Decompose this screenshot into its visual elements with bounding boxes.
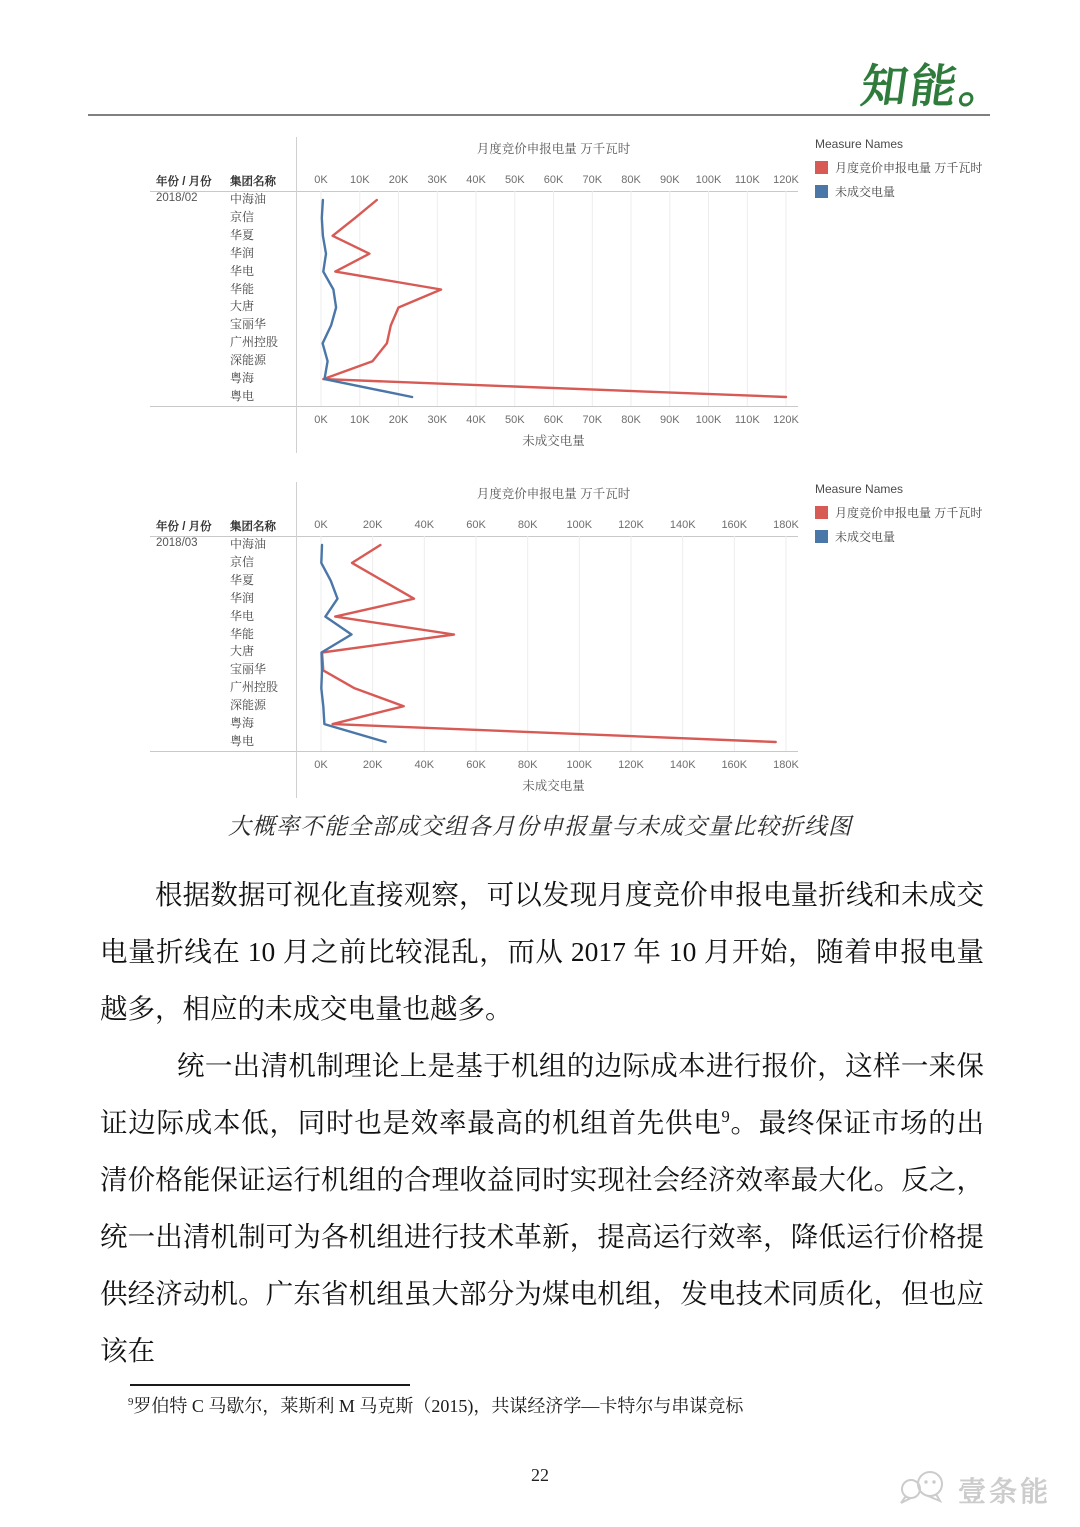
footer-brand xyxy=(896,1470,1051,1510)
bottom-tick-label: 100K xyxy=(566,759,593,771)
bottom-tick-label: 40K xyxy=(466,414,486,426)
line-chart-2018-02 xyxy=(150,133,1080,473)
category-label: 深能源 xyxy=(230,353,267,368)
bottom-axis-title: 未成交电量 xyxy=(522,434,585,448)
bottom-tick-label: 90K xyxy=(660,414,680,426)
bottom-tick-label: 120K xyxy=(773,414,799,426)
bottom-tick-label: 60K xyxy=(466,759,486,771)
paragraph-2-text-b: 。最终保证市场的出清价格能保证运行机组的合理收益同时实现社会经济效率最大化。反之，统一出清机制可为各机组进行技术革新，提高运行效率，降低运行价格提供经济动机。广东省机组虽大部分为煤电机组，发电技术同质化，但也应该在 xyxy=(100,1107,984,1366)
bottom-tick-label: 20K xyxy=(362,759,383,771)
category-label: 大唐 xyxy=(230,644,255,659)
bottom-tick-label: 120K xyxy=(618,759,644,771)
category-label: 粤海 xyxy=(230,371,255,386)
series-line-bid-volume xyxy=(323,200,786,397)
bottom-tick-label: 80K xyxy=(517,759,538,771)
top-tick-label: 30K xyxy=(427,174,448,186)
category-label: 华电 xyxy=(230,263,255,278)
paragraph-2 xyxy=(100,1037,984,1379)
top-tick-label: 70K xyxy=(582,174,603,186)
bottom-tick-label: 100K xyxy=(695,414,722,426)
category-label: 华夏 xyxy=(230,572,255,587)
column-headers xyxy=(150,518,296,532)
legend-swatch xyxy=(815,185,828,198)
legend-title: Measure Names xyxy=(815,137,904,151)
footnote-text: 罗伯特 C 马歇尔，莱斯利 M 马克斯（2015)，共谋经济学—卡特尔与串谋竞标 xyxy=(133,1396,744,1416)
group-column-header: 集团名称 xyxy=(230,176,276,188)
page-number: 22 xyxy=(531,1465,549,1485)
top-tick-label: 100K xyxy=(695,174,722,186)
legend-swatch xyxy=(815,506,828,519)
legend-entry-unsold-volume xyxy=(815,183,1075,200)
bottom-tick-label: 0K xyxy=(314,759,328,771)
bottom-tick-label: 0K xyxy=(314,414,328,426)
top-tick-label: 20K xyxy=(362,519,383,531)
paragraph-1-text: 根据数据可视化直接观察，可以发现月度竞价申报电量折线和未成交电量折线在 10 月之前比较混乱，而从 2017 年 10 月开始，随着申报电量越多，相应的未成交电量也越多。 xyxy=(100,879,984,1024)
top-tick-label: 120K xyxy=(618,519,644,531)
period-label: 2018/02 xyxy=(156,192,198,204)
top-tick-label: 10K xyxy=(350,174,370,186)
category-label: 华电 xyxy=(230,608,255,623)
bottom-tick-label: 20K xyxy=(388,414,409,426)
bottom-tick-label: 40K xyxy=(414,759,435,771)
legend-entry-bid-volume xyxy=(815,159,1075,176)
top-tick-label: 20K xyxy=(388,174,409,186)
footnote-separator xyxy=(130,1384,410,1386)
top-tick-label: 60K xyxy=(543,174,564,186)
top-tick-label: 120K xyxy=(773,174,799,186)
bottom-tick-label: 140K xyxy=(669,759,696,771)
plot-wrap xyxy=(296,133,816,460)
category-label: 粤电 xyxy=(230,733,255,748)
zhineng-logo: 知能。 xyxy=(857,60,1013,112)
category-label: 中海油 xyxy=(230,537,267,551)
paragraph-2-text-a: 统一出清机制理论上是基于机组的边际成本进行报价，这样一来保证边际成本低，同时也是效率最高的机组首先供电 xyxy=(100,1050,984,1138)
footer-brand-text: 壹条能 xyxy=(958,1476,1052,1507)
category-label: 京信 xyxy=(230,554,255,569)
top-tick-label: 90K xyxy=(660,174,680,186)
wechat-bubbles-icon xyxy=(896,1470,950,1510)
top-tick-label: 50K xyxy=(505,174,525,186)
paragraph-1 xyxy=(100,866,984,1037)
body-text xyxy=(100,866,984,1379)
top-tick-label: 40K xyxy=(466,174,486,186)
top-tick-label: 110K xyxy=(734,174,760,186)
period-column-header: 年份 / 月份 xyxy=(156,521,212,533)
plot-area xyxy=(296,133,816,455)
footnote-marker: 9 xyxy=(128,1396,134,1408)
top-tick-label: 160K xyxy=(721,519,748,531)
footnote xyxy=(128,1392,743,1418)
category-label: 宝丽华 xyxy=(230,662,267,677)
category-label: 中海油 xyxy=(230,192,267,206)
category-label: 华能 xyxy=(230,281,255,296)
legend-label: 未成交电量 xyxy=(835,185,896,199)
bottom-tick-label: 30K xyxy=(427,414,448,426)
bottom-tick-label: 80K xyxy=(621,414,641,426)
legend-title: Measure Names xyxy=(815,482,904,496)
top-tick-label: 0K xyxy=(314,174,328,186)
period-label: 2018/03 xyxy=(156,537,198,549)
bottom-tick-label: 60K xyxy=(543,414,564,426)
top-tick-label: 140K xyxy=(669,519,696,531)
series-line-bid-volume xyxy=(322,545,776,742)
bottom-tick-label: 160K xyxy=(721,759,748,771)
legend-entry-unsold-volume xyxy=(815,528,1075,545)
top-tick-label: 80K xyxy=(517,519,538,531)
period-column-header: 年份 / 月份 xyxy=(156,176,212,188)
category-labels xyxy=(230,191,278,406)
header-rule xyxy=(88,114,990,116)
category-label: 华能 xyxy=(230,626,255,641)
legend xyxy=(815,482,1075,552)
top-tick-label: 60K xyxy=(466,519,486,531)
top-tick-label: 180K xyxy=(773,519,799,531)
bottom-axis-title: 未成交电量 xyxy=(522,779,585,793)
plot-wrap xyxy=(296,478,816,805)
legend-swatch xyxy=(815,530,828,543)
plot-area xyxy=(296,478,816,800)
legend-entry-bid-volume xyxy=(815,504,1075,521)
bottom-tick-label: 110K xyxy=(734,414,760,426)
category-label: 大唐 xyxy=(230,299,255,314)
bottom-tick-label: 180K xyxy=(773,759,799,771)
category-label: 华润 xyxy=(230,590,255,605)
category-label: 粤电 xyxy=(230,388,255,403)
category-label: 京信 xyxy=(230,209,255,224)
legend xyxy=(815,137,1075,207)
category-label: 粤海 xyxy=(230,716,255,731)
legend-label: 月度竞价申报电量 万千瓦时 xyxy=(835,506,983,520)
category-label: 宝丽华 xyxy=(230,317,267,332)
group-column-header: 集团名称 xyxy=(230,521,276,533)
category-label: 华润 xyxy=(230,245,255,260)
bottom-tick-label: 10K xyxy=(350,414,370,426)
legend-label: 未成交电量 xyxy=(835,530,896,544)
category-label: 深能源 xyxy=(230,698,267,713)
top-tick-label: 0K xyxy=(314,519,328,531)
category-label: 广州控股 xyxy=(230,680,279,695)
top-axis-title: 月度竞价申报电量 万千瓦时 xyxy=(476,487,631,501)
bottom-tick-label: 50K xyxy=(505,414,525,426)
column-headers xyxy=(150,173,296,187)
top-axis-title: 月度竞价申报电量 万千瓦时 xyxy=(476,142,631,156)
bottom-tick-label: 70K xyxy=(582,414,603,426)
legend-swatch xyxy=(815,161,828,174)
top-tick-label: 80K xyxy=(621,174,641,186)
line-chart-2018-03 xyxy=(150,478,1080,818)
figure-caption: 大概率不能全部成交组各月份申报量与未成交量比较折线图 xyxy=(228,814,852,839)
legend-label: 月度竞价申报电量 万千瓦时 xyxy=(835,161,983,175)
top-tick-label: 100K xyxy=(566,519,593,531)
top-tick-label: 40K xyxy=(414,519,435,531)
category-label: 广州控股 xyxy=(230,335,279,350)
footnote-reference: 9 xyxy=(721,1106,730,1126)
category-labels xyxy=(230,536,278,751)
category-label: 华夏 xyxy=(230,227,255,242)
